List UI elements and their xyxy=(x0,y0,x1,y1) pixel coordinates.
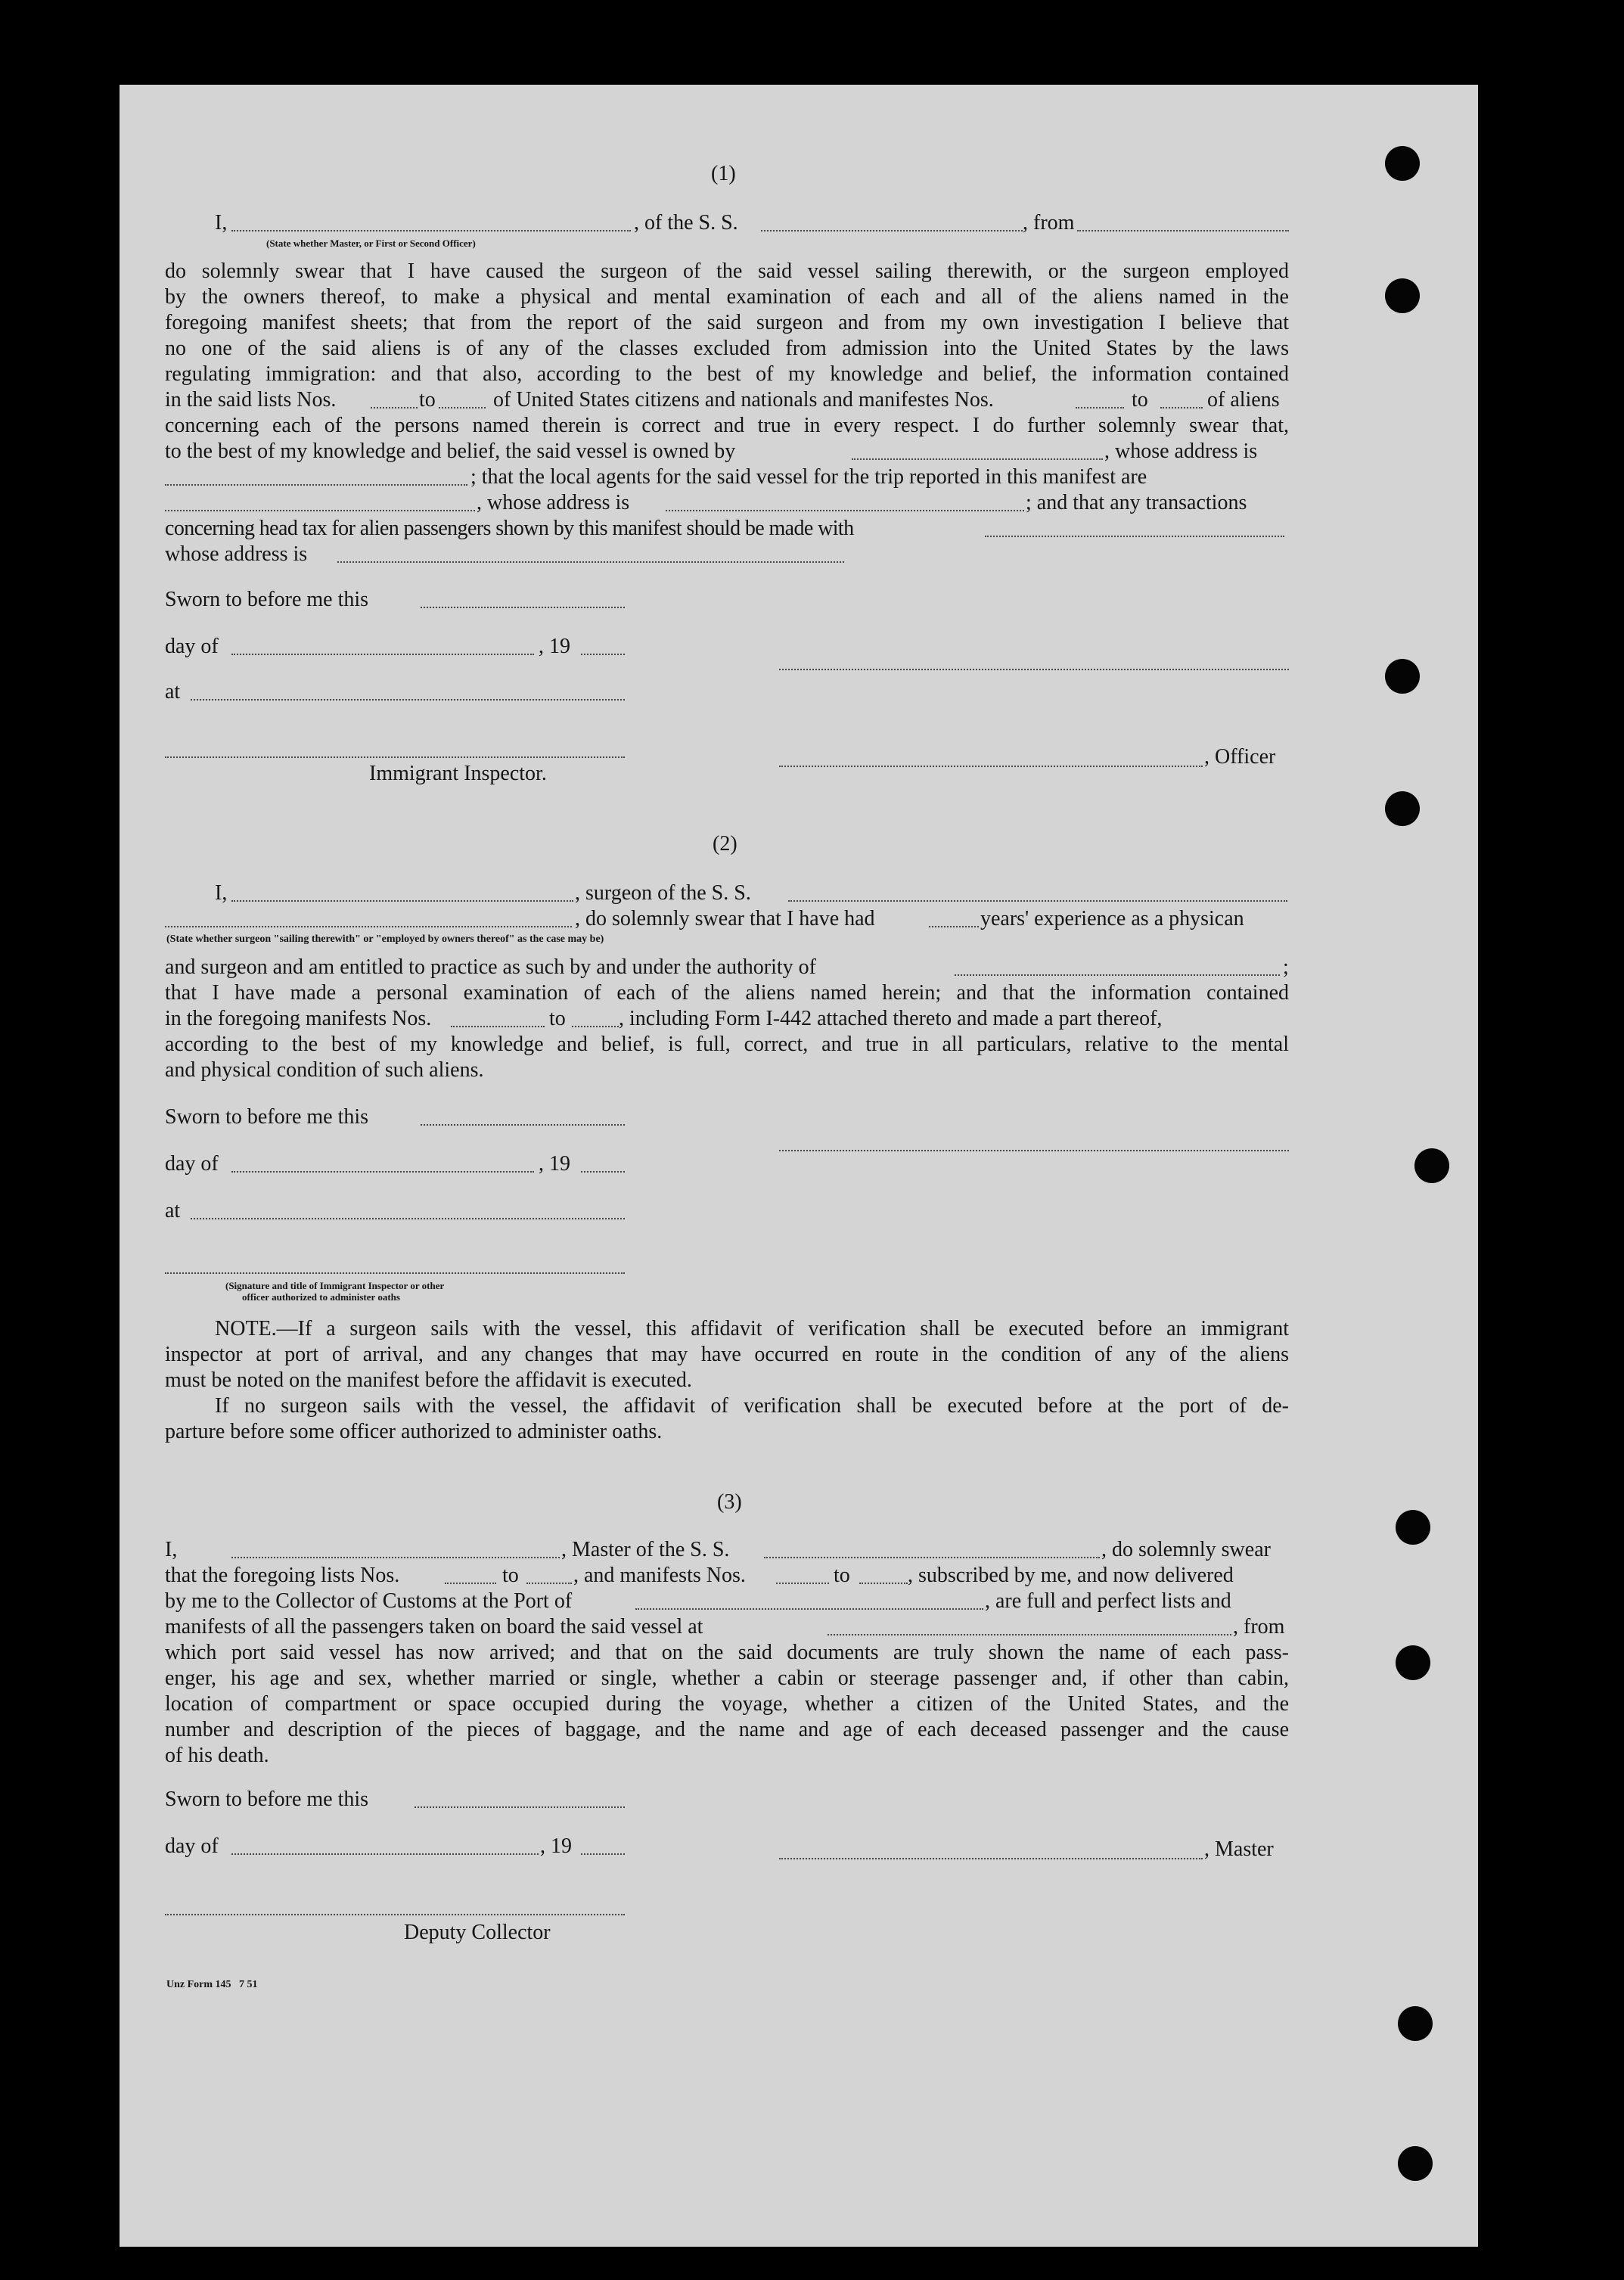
note-line: If no surgeon sails with the vessel, the affidavit of verification shall be executed before at the port of de- xyxy=(215,1394,1289,1418)
s2-sworn-label: Sworn to before me this xyxy=(165,1105,369,1129)
s2-at-label: at xyxy=(165,1199,181,1222)
s3-master-title: , Master xyxy=(1204,1837,1274,1861)
punch-hole xyxy=(1385,278,1420,313)
s1-owner-address-label: , whose address is xyxy=(1104,440,1258,463)
s1-manifest-from-field[interactable] xyxy=(1076,407,1124,408)
punch-hole xyxy=(1385,791,1420,826)
s3-collector-signature-line[interactable] xyxy=(165,1914,625,1915)
s1-day-field[interactable] xyxy=(231,654,534,655)
s3-i-label: I, xyxy=(165,1538,178,1561)
s2-swear-label: , do solemnly swear that I have had xyxy=(575,907,875,930)
s1-inspector-signature-line[interactable] xyxy=(165,756,625,758)
s3-body-line: which port said vessel has now arrived; and that on the said documents are truly shown the name of each pass- xyxy=(165,1641,1289,1664)
section-number-2: (2) xyxy=(713,832,737,856)
s1-body-line: by the owners thereof, to make a physical and mental examination of each and all of the aliens named in the xyxy=(165,285,1289,309)
s1-lists-citizens: of United States citizens and nationals and manifestes Nos. xyxy=(493,388,994,412)
s1-agents-field[interactable] xyxy=(165,510,475,511)
s1-officer-signature-line[interactable] xyxy=(779,766,1203,767)
s1-from-field[interactable] xyxy=(1077,230,1289,231)
s2-signature-line[interactable] xyxy=(779,1150,1289,1151)
s2-form-line: , including Form I-442 attached thereto and made a part thereof, xyxy=(619,1007,1163,1030)
form-identifier: Unz Form 145 7 51 xyxy=(166,1979,258,1990)
s3-year-field[interactable] xyxy=(581,1853,625,1855)
s1-body-line: do solemnly swear that I have caused the surgeon of the said vessel sailing therewith, or the surgeon employed xyxy=(165,259,1289,283)
s3-body-line: location of compartment or space occupied during the voyage, whether a citizen of the United States, and the xyxy=(165,1692,1289,1716)
s1-address-field[interactable] xyxy=(337,561,844,563)
s1-officer-label: , Officer xyxy=(1204,745,1276,769)
s3-swear-label: , do solemnly swear xyxy=(1101,1538,1271,1561)
punch-hole xyxy=(1396,1510,1430,1545)
s1-inspector-label: Immigrant Inspector. xyxy=(369,762,547,785)
s3-sworn-label: Sworn to before me this xyxy=(165,1788,369,1811)
s2-manifest-from-field[interactable] xyxy=(451,1026,545,1027)
s3-manifest-to: to xyxy=(834,1564,850,1587)
s2-years-field[interactable] xyxy=(929,926,979,927)
punch-hole xyxy=(1385,659,1420,694)
s3-deputy-label: Deputy Collector xyxy=(404,1921,551,1944)
s1-agents-address-label: , whose address is xyxy=(477,491,630,514)
s2-sworn-field[interactable] xyxy=(421,1124,625,1126)
s3-lists-to-field[interactable] xyxy=(526,1583,572,1584)
s3-manifest-to-field[interactable] xyxy=(859,1583,908,1584)
s3-boarding-port-field[interactable] xyxy=(828,1634,1231,1635)
s2-surgeon-label: , surgeon of the S. S. xyxy=(575,881,751,905)
s3-lists-from-field[interactable] xyxy=(445,1583,496,1584)
s1-dayof-label: day of xyxy=(165,635,219,658)
section-number-1: (1) xyxy=(711,162,736,185)
s2-status-note: (State whether surgeon "sailing therewith" or "employed by owners thereof" as the case may be) xyxy=(166,933,604,945)
s1-i-label: I, xyxy=(215,211,228,235)
s1-sworn-field[interactable] xyxy=(421,607,625,608)
s3-from-label: , from xyxy=(1233,1615,1285,1639)
s2-authority-semicolon: ; xyxy=(1283,955,1289,979)
s2-authority-field[interactable] xyxy=(955,974,1280,976)
note-line: inspector at port of arrival, and any changes that may have occurred en route in the condition of any of the aliens xyxy=(165,1343,1289,1366)
s3-vessel-field[interactable] xyxy=(764,1557,1100,1558)
s3-master-label: , Master of the S. S. xyxy=(561,1538,730,1561)
s3-port-field[interactable] xyxy=(635,1608,983,1610)
s3-taken-label: manifests of all the passengers taken on board the said vessel at xyxy=(165,1615,703,1639)
s2-year-label: , 19 xyxy=(539,1152,570,1176)
s2-manifest-to: to xyxy=(549,1007,566,1030)
s1-owner-field[interactable] xyxy=(852,458,1103,460)
s3-master-name-field[interactable] xyxy=(231,1557,560,1558)
s1-sworn-label: Sworn to before me this xyxy=(165,588,369,611)
s3-manifest-from-field[interactable] xyxy=(776,1583,829,1584)
s3-body-line: number and description of the pieces of baggage, and the name and age of each deceased passenger and the cause xyxy=(165,1718,1289,1741)
s1-body-line: foregoing manifest sheets; that from the report of the said surgeon and from my own investigation I believe that xyxy=(165,311,1289,334)
s3-master-signature-line[interactable] xyxy=(779,1858,1203,1859)
punch-hole xyxy=(1396,1645,1430,1680)
s2-manifests-label: in the foregoing manifests Nos. xyxy=(165,1007,432,1030)
section-number-3: (3) xyxy=(717,1490,742,1514)
s1-headtax-field[interactable] xyxy=(985,536,1284,537)
s1-signature-line[interactable] xyxy=(779,669,1289,670)
s2-i-label: I, xyxy=(215,881,228,905)
s1-lists-from-field[interactable] xyxy=(371,407,418,408)
s1-lists-to: to xyxy=(419,388,436,412)
s3-body-line: enger, his age and sex, whether married or single, whether a cabin or steerage passenger and, if other than cabin, xyxy=(165,1667,1289,1690)
s3-collector-label: by me to the Collector of Customs at the Port of xyxy=(165,1589,573,1613)
s2-status-field[interactable] xyxy=(165,926,572,927)
s1-concerning-line: concerning each of the persons named therein is correct and true in every respect. I do further solemnly swear that, xyxy=(165,414,1289,437)
s1-address-label: whose address is xyxy=(165,542,308,566)
s1-at-field[interactable] xyxy=(191,699,625,700)
s2-signature-note: officer authorized to administer oaths xyxy=(242,1291,400,1303)
s1-lists-to-field[interactable] xyxy=(439,407,486,408)
note-line: NOTE.—If a surgeon sails with the vessel, this affidavit of verification shall be executed before an immigrant xyxy=(215,1317,1289,1340)
s1-ofthe-label: , of the S. S. xyxy=(634,211,738,235)
s1-body-line: regulating immigration: and that also, according to the best of my knowledge and belief, the information contained xyxy=(165,362,1289,386)
s2-signature-note: (Signature and title of Immigrant Inspector or other xyxy=(225,1280,445,1291)
s1-headtax-line: concerning head tax for alien passengers shown by this manifest should be made with xyxy=(165,517,854,540)
punch-hole xyxy=(1414,1148,1449,1183)
s1-officer-name-field[interactable] xyxy=(231,230,631,231)
punch-hole xyxy=(1385,146,1420,181)
s2-year-field[interactable] xyxy=(581,1171,625,1173)
s2-manifest-to-field[interactable] xyxy=(572,1026,619,1027)
s2-condition-line: and physical condition of such aliens. xyxy=(165,1058,484,1082)
s2-dayof-label: day of xyxy=(165,1152,219,1176)
s3-lists-to: to xyxy=(502,1564,519,1587)
s3-lists-label: that the foregoing lists Nos. xyxy=(165,1564,400,1587)
s1-year-label: , 19 xyxy=(539,635,570,658)
s1-year-field[interactable] xyxy=(581,654,625,655)
s1-officer-note: (State whether Master, or First or Second Officer) xyxy=(266,238,476,249)
s1-from-label: , from xyxy=(1023,211,1075,235)
s3-subscribed-label: , subscribed by me, and now delivered xyxy=(908,1564,1234,1587)
s2-vessel-field[interactable] xyxy=(788,900,1287,902)
s1-agents-line: ; that the local agents for the said vessel for the trip reported in this manifest are xyxy=(470,465,1147,489)
s3-perfect-label: , are full and perfect lists and xyxy=(985,1589,1231,1613)
s2-at-field[interactable] xyxy=(191,1218,625,1219)
note-line: parture before some officer authorized to administer oaths. xyxy=(165,1420,663,1443)
s1-manifest-to: to xyxy=(1132,388,1148,412)
s2-knowledge-line: according to the best of my knowledge and belief, is full, correct, and true in all particulars, relative to the mental xyxy=(165,1033,1289,1056)
s1-owner-address-field[interactable] xyxy=(165,484,467,486)
s1-manifest-to-field[interactable] xyxy=(1160,407,1203,408)
s3-dayof-label: day of xyxy=(165,1834,219,1858)
s2-surgeon-name-field[interactable] xyxy=(231,900,573,902)
s2-authority-line: and surgeon and am entitled to practice as such by and under the authority of xyxy=(165,955,816,979)
s1-body-line: no one of the said aliens is of any of the classes excluded from admission into the United States by the laws xyxy=(165,337,1289,360)
s2-examination-line: that I have made a personal examination of each of the aliens named herein; and that the information contained xyxy=(165,981,1289,1005)
s1-transactions: ; and that any transactions xyxy=(1026,491,1247,514)
s3-body-line: of his death. xyxy=(165,1744,269,1767)
punch-hole xyxy=(1398,2146,1433,2181)
s2-day-field[interactable] xyxy=(231,1171,534,1173)
s2-experience-label: years' experience as a physican xyxy=(980,907,1244,930)
note-line: must be noted on the manifest before the affidavit is executed. xyxy=(165,1368,692,1392)
punch-hole xyxy=(1398,2006,1433,2041)
s3-year-label: , 19 xyxy=(540,1834,572,1858)
s3-day-field[interactable] xyxy=(231,1853,539,1855)
s1-vessel-field[interactable] xyxy=(761,230,1023,231)
s3-sworn-field[interactable] xyxy=(415,1806,625,1808)
s1-lists-text: in the said lists Nos. xyxy=(165,388,337,412)
s1-agents-address-field[interactable] xyxy=(666,510,1024,511)
s1-at-label: at xyxy=(165,680,181,704)
s1-of-aliens: of aliens xyxy=(1207,388,1280,412)
s1-owned-by: to the best of my knowledge and belief, the said vessel is owned by xyxy=(165,440,736,463)
s3-manifests-label: , and manifests Nos. xyxy=(573,1564,746,1587)
s2-inspector-signature-line[interactable] xyxy=(165,1272,625,1274)
